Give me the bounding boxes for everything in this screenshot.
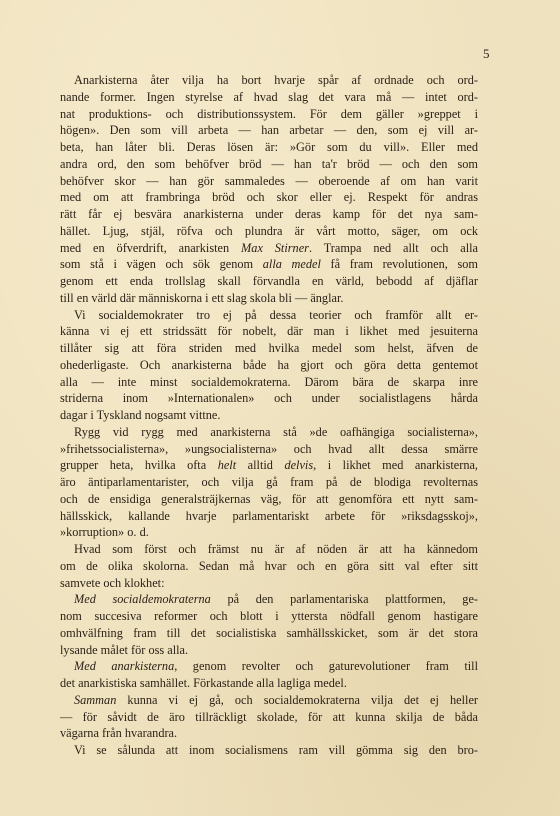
- text-line: nat produktions- och distributionssystem. För dem gäller »greppet i: [60, 106, 478, 121]
- page-number: 5: [483, 46, 490, 61]
- text-line: Vi se sålunda att inom socialismens ram vill gömma sig den bro-: [74, 743, 478, 757]
- text-line: »frihetssocialisterna», »ungsocialisterna» och hvad allt dessa smärre: [60, 441, 478, 456]
- text-line: grupper heta, hvilka ofta helt alltid delvis, i likhet med anarkisterna,: [60, 458, 479, 473]
- text-line: hällsskick, kallande hvarje parlamentariskt arbete för »riksdagsskoj»,: [60, 508, 478, 523]
- text-line: samvete och klokhet:: [60, 575, 165, 590]
- text-line: känna vi ej ett stridssätt för nobelt, där man i likhet med jesuiterna: [60, 324, 478, 339]
- text-line: nande former. Ingen styrelse af hvad slag det vara må — intet ord-: [60, 89, 478, 104]
- text-line: till en värld där människorna i ett slag skola bli — änglar.: [60, 290, 344, 305]
- text-line: andra ord, den som behöfver bröd — han ta'r bröd — och den som: [60, 156, 478, 171]
- text-line: vägarna från hvarandra.: [60, 726, 178, 741]
- text-line: med om att frambringa bröd och skor eller ej. Respekt för andras: [60, 190, 478, 205]
- text-line: tillåter sig att föra striden med hvilka medel som helst, äfven de: [60, 341, 478, 355]
- text-line: ohederligaste. Och anarkisterna både ha gjort och göra detta gentemot: [60, 357, 478, 372]
- text-line: Med socialdemokraterna på den parlamentariska plattformen, ge-: [74, 592, 479, 607]
- text-line: beta, han låter bli. Deras lösen är: »Gör som du vill». Eller med: [60, 140, 478, 154]
- text-line: och de ensidiga generalsträjkernas väg, för att genomföra ett nytt sam-: [60, 491, 478, 506]
- body-text: [60, 72, 478, 759]
- text-line: Hvad som först och främst nu är af nöden är att ha kännedom: [74, 542, 478, 556]
- text-line: »korruption» o. d.: [60, 525, 149, 540]
- text-line: Vi socialdemokrater tro ej på dessa teorier och framför allt er-: [74, 307, 478, 322]
- text-line: striderna inom »Internationalen» och under socialistlagens hårda: [60, 391, 478, 406]
- text-line: hället. Ljug, stjäl, röfva och plundra är vårt motto, säger, om ock: [60, 223, 478, 238]
- text-line: högen». Den som vill arbeta — han arbetar — den, som ej vill ar-: [60, 123, 478, 138]
- text-line: som stå i vägen och sök genom alla medel få fram revolutionen, som: [60, 257, 478, 272]
- text-line: nom succesiva reformer och blott i yttersta nödfall genom hastigare: [60, 609, 478, 623]
- text-line: alla — inte minst socialdemokraterna. Därom bära de skarpa inre: [60, 374, 478, 389]
- text-line: det anarkistiska samhället. Förkastande alla lagliga medel.: [60, 676, 347, 690]
- text-line: Anarkisterna åter vilja ha bort hvarje spår af ordnade och ord-: [74, 73, 478, 87]
- text-line: Med anarkisterna, genom revolter och gaturevolutioner fram till: [74, 659, 478, 674]
- text-line: dagar i Tyskland nogsamt vittne.: [60, 408, 221, 422]
- text-line: om de olika skolorna. Sedan må hvar och en göra sitt val efter sitt: [60, 558, 478, 573]
- text-line: äro äntiparlamentarister, och vilja gå fram på de blodiga revolternas: [60, 475, 478, 489]
- text-line: lysande målet för oss alla.: [60, 642, 189, 657]
- text-line: omhvälfning fram till det socialistiska samhällsskicket, som är det stora: [60, 625, 478, 640]
- text-line: rätt får ej besvära anarkisterna under deras kamp för det nya sam-: [60, 207, 478, 221]
- text-line: — för såvidt de äro tillräckligt skolade, för att kunna skilja de båda: [60, 709, 478, 724]
- text-line: behöfver skor — han gör sammaledes — oberoende af om han varit: [60, 173, 478, 188]
- text-line: genom ett enda trollslag skall förvandla en värld, bebodd af djäflar: [60, 274, 478, 288]
- text-line: Samman kunna vi ej gå, och socialdemokraterna vilja det ej heller: [74, 692, 478, 707]
- text-line: Rygg vid rygg med anarkisterna stå »de oafhängiga socialisterna»,: [74, 424, 478, 439]
- text-line: med en öfverdrift, anarkisten Max Stirner. Trampa ned allt och alla: [60, 240, 478, 255]
